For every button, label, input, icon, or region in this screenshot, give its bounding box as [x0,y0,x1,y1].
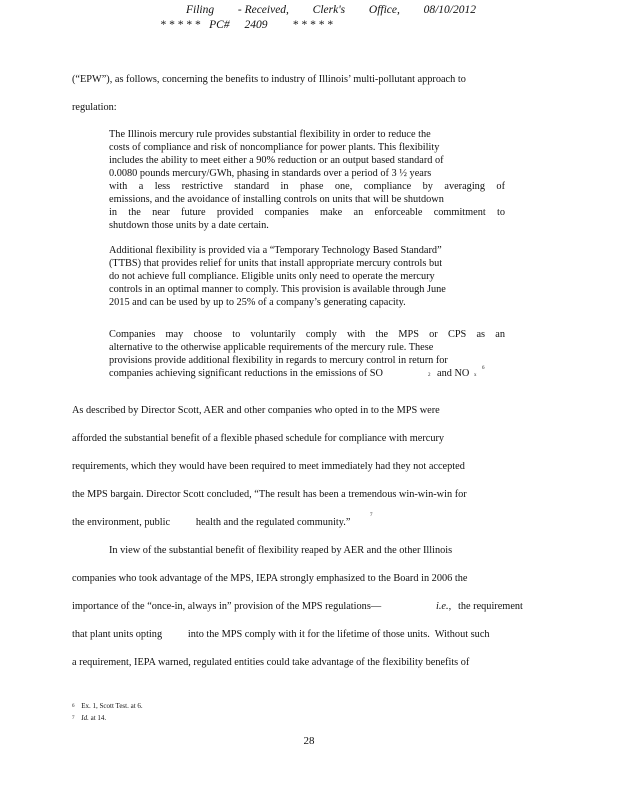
no-subscript: x [474,373,477,378]
quote-p3-line: Companies may choose to voluntarily comply with the MPS or CPS as an [109,329,505,340]
filing-stamp-line1 [186,4,476,16]
quote-p1-line: with a less restrictive standard in phase one, compliance by averaging of [109,181,505,192]
quote-p2-line: controls in an optimal manner to comply. This provision is available through June [109,284,446,295]
body-p1-line: afforded the substantial benefit of a flexible phased schedule for compliance with mercury [72,433,445,444]
footnote-6-text: Ex. 1, Scott Test. at 6. [81,702,143,710]
quote-p3-line: provisions provide additional flexibility in regards to mercury control in return for [109,355,448,366]
quote-p1-line: 0.0080 pounds mercury/GWh, phasing in standards over a period of 3 ½ years [109,168,432,179]
intro-line-2: regulation: [72,102,117,113]
quote-p1-line: in the near future provided companies make an enforceable commitment to [109,207,505,218]
stamp-pc-number: 2409 [244,19,268,31]
footnote-7 [72,714,106,723]
quote-p1-line: shutdown those units by a date certain. [109,220,269,231]
ie-abbrev: i.e., [436,601,452,612]
footnote-7-id: Id. [81,714,89,722]
ie-tail: the requirement [458,601,523,612]
and-no-text: and NO [437,368,470,379]
stamp-received: - Received, [237,4,289,16]
body-p1-line: requirements, which they would have been required to meet immediately had they not accepted [72,461,465,472]
body-p1-line: the environment, public health and the regulated community.” [72,517,351,528]
body-p1-line: As described by Director Scott, AER and other companies who opted in to the MPS were [72,405,440,416]
body-p2-line: companies who took advantage of the MPS, IEPA strongly emphasized to the Board in 2006 the [72,573,468,584]
footnote-7-text: at 14. [88,714,107,722]
quote-p3-line: alternative to the otherwise applicable requirements of the mercury rule. These [109,342,434,353]
footnote-ref-7: 7 [370,513,373,518]
filing-stamp-line2 [160,19,400,31]
body-p2-line: that plant units opting into the MPS comply with it for the lifetime of those units. Without such [72,629,490,640]
quote-p3-line: companies achieving significant reductions in the emissions of SO [109,368,383,379]
quote-p1-line: emissions, and the avoidance of installing controls on units that will be shutdown [109,194,444,205]
stamp-filing: Filing [186,4,215,16]
quote-p1-line: The Illinois mercury rule provides substantial flexibility in order to reduce the [109,129,431,140]
body-p2-line: a requirement, IEPA warned, regulated entities could take advantage of the flexibility benefits of [72,657,470,668]
quote-p2-line: (TTBS) that provides relief for units that install appropriate mercury controls but [109,258,443,269]
stamp-office: Office, [368,4,400,16]
page-number: 28 [303,735,315,747]
footnote-6-number: 6 [72,704,75,709]
so-subscript: 2 [428,373,431,378]
stamp-date: 08/10/2012 [423,4,476,16]
body-p2-line: importance of the “once-in, always in” provision of the MPS regulations— [72,601,382,612]
footnote-6 [72,702,143,711]
body-p2-line: In view of the substantial benefit of flexibility reaped by AER and the other Illinois [109,545,453,556]
quote-p2-line: do not achieve full compliance. Eligible units only need to operate the mercury [109,271,435,282]
quote-p2-line: 2015 and can be used by up to 25% of a company’s generating capacity. [109,297,406,308]
quote-p2-line: Additional flexibility is provided via a “Temporary Technology Based Standard” [109,245,442,256]
stamp-clerks: Clerk's [312,4,346,16]
intro-line-1: (“EPW”), as follows, concerning the benefits to industry of Illinois’ multi-pollutant approach to [72,74,466,85]
quote-p1-line: includes the ability to meet either a 90% reduction or an output based standard of [109,155,444,166]
footnote-7-number: 7 [72,716,75,721]
body-p1-line: the MPS bargain. Director Scott concluded, “The result has been a tremendous win-win-win for [72,489,467,500]
footnote-ref-6: 6 [482,366,485,371]
stamp-pc-label: PC# [209,19,230,31]
stamp-stars-right: * * * * * [292,19,333,31]
stamp-stars-left: * * * * * [160,19,201,31]
quote-p1-line: costs of compliance and risk of noncompliance for power plants. This flexibility [109,142,440,153]
